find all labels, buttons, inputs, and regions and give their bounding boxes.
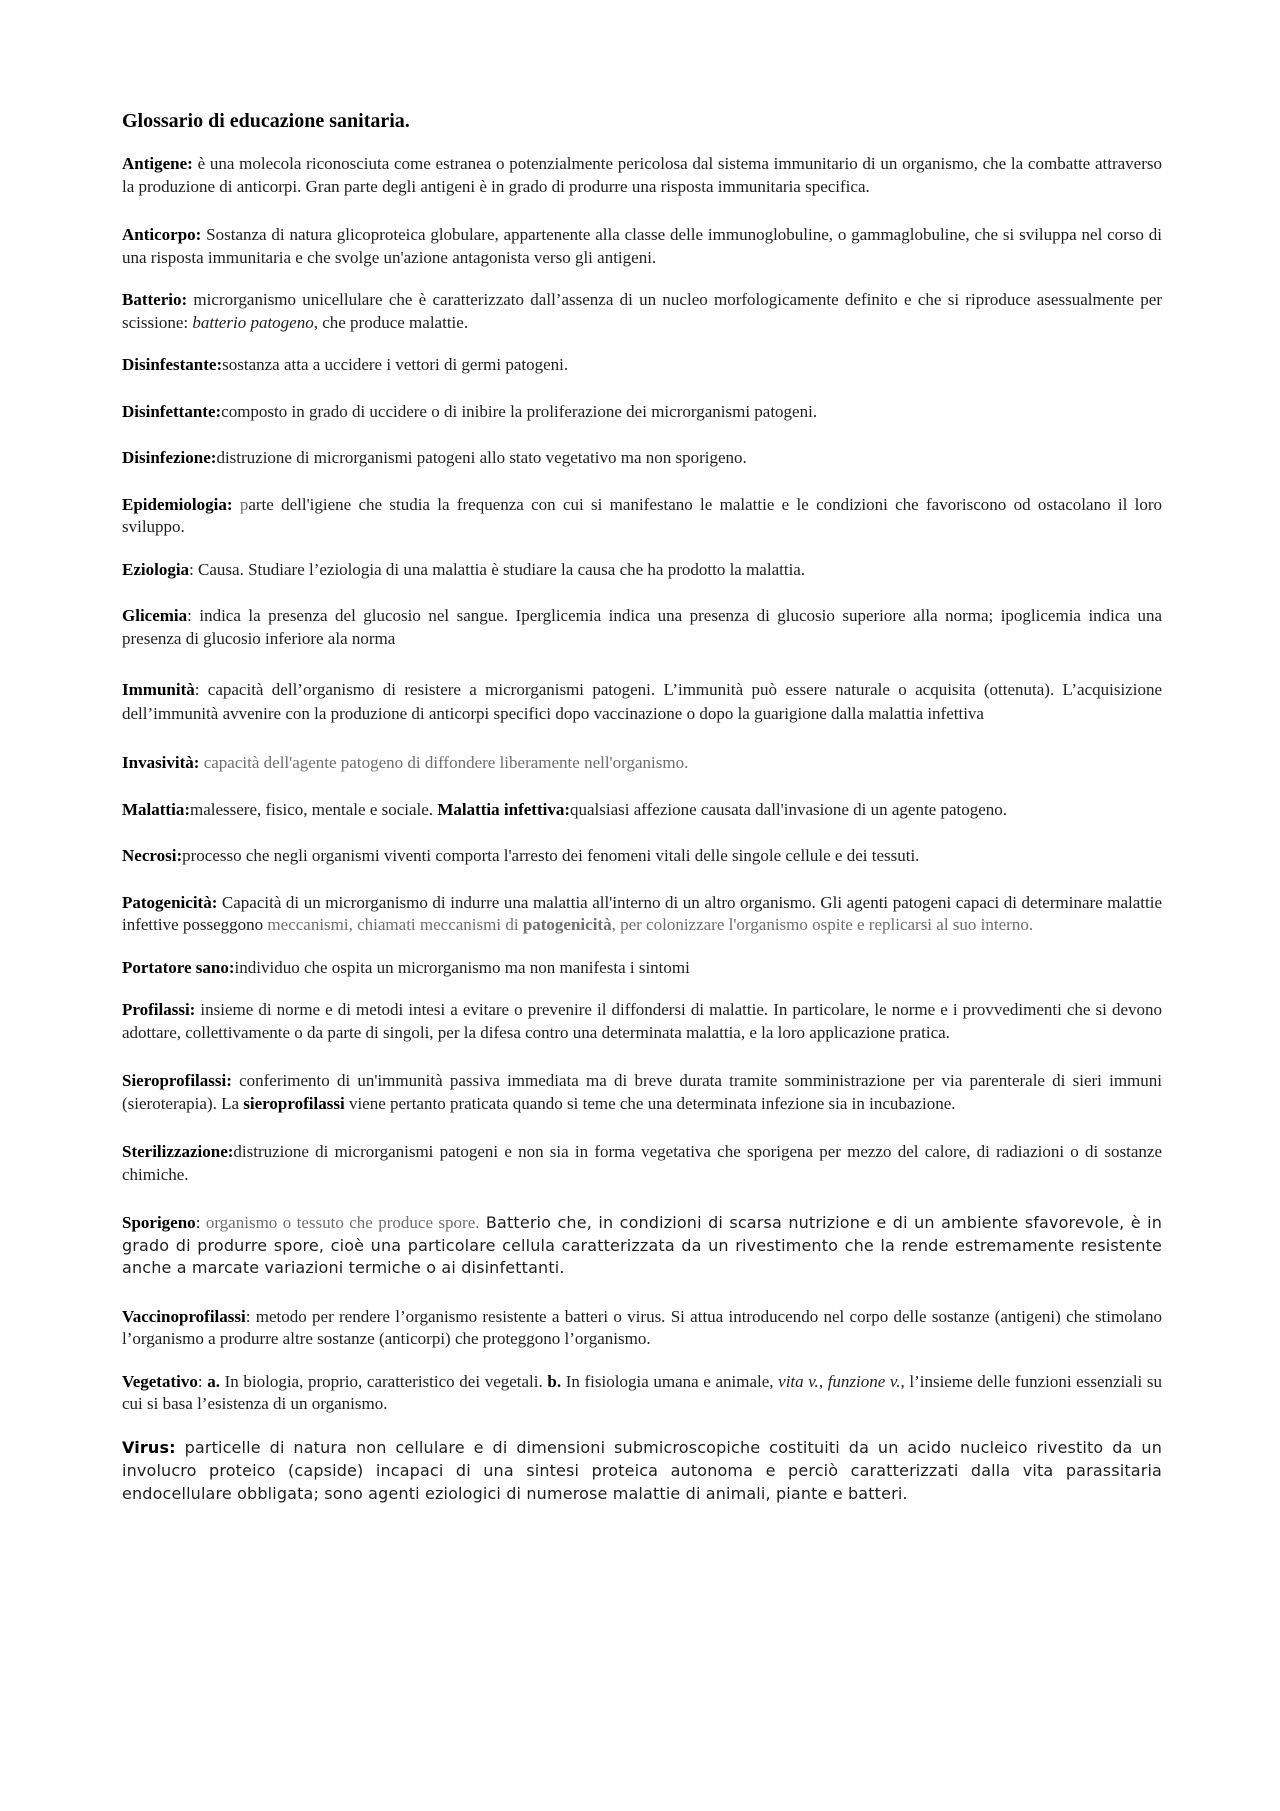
definition-portatore-sano: individuo che ospita un microrganismo ma non manifesta i sintomi xyxy=(234,957,690,977)
term-disinfettante: Disinfettante: xyxy=(122,401,222,421)
term-immunita: Immunità xyxy=(122,680,195,699)
entry-portatore-sano xyxy=(122,957,1162,980)
definition-vegetativo-a: a. xyxy=(207,1371,220,1391)
definition-glicemia: : indica la presenza del glucosio nel sangue. Iperglicemia indica una presenza di glucosio superiore alla norma; ipoglicemia indica una presenza di glucosio inferiore ala norma xyxy=(122,606,1162,648)
definition-vegetativo-italic1: vita v. xyxy=(778,1371,819,1391)
term-sterilizzazione: Sterilizzazione: xyxy=(122,1142,234,1161)
definition-epidemiologia: arte dell'igiene che studia la frequenza con cui si manifestano le malattie e le condizioni che favoriscono od ostacolano il loro sviluppo. xyxy=(122,494,1162,536)
term-disinfezione: Disinfezione: xyxy=(122,448,217,467)
definition-vegetativo-end: , l’insieme delle funzioni essenziali su cui si basa l’esistenza di un organismo. xyxy=(122,1371,1163,1413)
definition-vegetativo-sep: , xyxy=(818,1371,828,1391)
definition-malattia: malessere, fisico, mentale e sociale. xyxy=(189,799,438,819)
definition-patogenicita-grey: meccanismi, chiamati meccanismi di xyxy=(267,915,523,934)
term-glicemia: Glicemia xyxy=(122,606,188,625)
definition-profilassi: insieme di norme e di metodi intesi a evitare o prevenire il diffondersi di malattie. In particolare, le norme e i provvedimenti che si devono adottare, collettivamente o da parte di singoli, per la difesa contro una determinata malattia, e la loro applicazione pratica. xyxy=(122,1000,1162,1042)
definition-virus: particelle di natura non cellulare e di dimensioni submicroscopiche costituiti da un acido nucleico rivestito da un involucro proteico (capside) incapaci di una sintesi proteica autonoma e perciò caratterizzati dalla vita parassitaria endocellulare obbligata; sono agenti eziologici di numerose malattie di animali, piante e batteri. xyxy=(122,1437,1162,1503)
definition-invasivita: capacità dell'agente patogeno di diffondere liberamente nell'organismo. xyxy=(199,753,689,772)
term-disinfestante: Disinfestante: xyxy=(122,355,223,374)
term-sporigeno: Sporigeno xyxy=(122,1213,196,1232)
entry-anticorpo xyxy=(122,224,1162,269)
term-patogenicita: Patogenicità: xyxy=(122,892,218,912)
entry-necrosi xyxy=(122,845,1162,868)
definition-vegetativo-italic2: funzione v. xyxy=(827,1371,901,1391)
term-anticorpo: Anticorpo: xyxy=(122,225,202,244)
definition-batterio: microrganismo unicellulare che è caratterizzato dall’assenza di un nucleo morfologicamente definito e che si riproduce asessualmente per scissione: xyxy=(122,290,1162,332)
entry-eziologia xyxy=(122,559,1162,582)
term-malattia: Malattia: xyxy=(122,799,190,819)
term-batterio: Batterio: xyxy=(122,290,188,309)
definition-antigene: è una molecola riconosciuta come estranea o potenzialmente pericolosa dal sistema immunitario di un organismo, che la combatte attraverso la produzione di anticorpi. Gran parte degli antigeni è in grado di produrre una risposta immunitaria specifica. xyxy=(122,154,1162,196)
term-portatore-sano: Portatore sano: xyxy=(122,957,235,977)
entry-vaccinoprofilassi xyxy=(122,1306,1162,1351)
definition-malattia-infettiva: qualsiasi affezione causata dall'invasione di un agente patogeno. xyxy=(569,799,1008,819)
definition-batterio-end: , che produce malattie. xyxy=(313,312,469,332)
term-eziologia: Eziologia xyxy=(122,559,190,579)
definition-necrosi: processo che negli organismi viventi comporta l'arresto dei fenomeni vitali delle singole cellule e dei tessuti. xyxy=(182,846,920,865)
definition-patogenicita-grey-bold: patogenicità xyxy=(522,915,612,934)
definition-sieroprofilassi-end: viene pertanto praticata quando si teme che una determinata infezione sia in incubazione. xyxy=(344,1093,956,1113)
entry-epidemiologia xyxy=(122,494,1162,539)
term-vegetativo: Vegetativo xyxy=(122,1371,198,1391)
definition-batterio-italic: batterio patogeno xyxy=(192,312,314,332)
definition-disinfezione: distruzione di microrganismi patogeni allo stato vegetativo ma non sporigeno. xyxy=(216,448,747,467)
entry-disinfezione xyxy=(122,447,1162,470)
definition-eziologia: : Causa. Studiare l’eziologia di una malattia è studiare la causa che ha prodotto la malattia. xyxy=(189,559,806,579)
term-epidemiologia: Epidemiologia: xyxy=(122,494,233,514)
entry-profilassi xyxy=(122,999,1162,1044)
entry-malattia xyxy=(122,799,1162,822)
definition-immunita: : capacità dell’organismo di resistere a microrganismi patogeni. L’immunità può essere naturale o acquisita (ottenuta). L’acquisizione dell’immunità avvenire con la produzione di anticorpi specifici dopo vaccinazione o dopo la guarigione dalla malattia infettiva xyxy=(122,680,1162,723)
definition-sporigeno-sans: Batterio che, in condizioni di scarsa nutrizione e di un ambiente sfavorevole, è in grado di produrre spore, cioè una particolare cellula caratterizzata da un rivestimento che la rende estremamente resistente anche a marcate variazioni termiche o ai disinfettanti. xyxy=(122,1213,1162,1277)
entry-patogenicita xyxy=(122,892,1162,937)
definition-vegetativo-b: b. xyxy=(547,1371,562,1391)
definition-disinfestante: sostanza atta a uccidere i vettori di germi patogeni. xyxy=(222,355,569,374)
document-page xyxy=(122,108,1162,1505)
term-necrosi: Necrosi: xyxy=(122,846,183,865)
definition-sieroprofilassi-bold: sieroprofilassi xyxy=(243,1093,345,1113)
entry-invasivita xyxy=(122,752,1162,775)
entry-disinfettante xyxy=(122,401,1162,424)
term-vaccinoprofilassi: Vaccinoprofilassi xyxy=(122,1306,246,1326)
entry-antigene xyxy=(122,153,1162,198)
definition-vegetativo-text-a: In biologia, proprio, caratteristico dei vegetali. xyxy=(219,1371,548,1391)
term-sieroprofilassi: Sieroprofilassi: xyxy=(122,1071,232,1090)
entry-disinfestante xyxy=(122,354,1162,377)
entry-sieroprofilassi xyxy=(122,1070,1162,1115)
definition-sporigeno-colon: : xyxy=(195,1213,206,1232)
document-title: Glossario di educazione sanitaria. xyxy=(122,110,410,132)
definition-anticorpo: Sostanza di natura glicoproteica globulare, appartenente alla classe delle immunoglobuline, o gammaglobuline, che si sviluppa nel corso di una risposta immunitaria e che svolge un'azione antagonista verso gli antigeni. xyxy=(122,225,1162,267)
definition-vaccinoprofilassi: : metodo per rendere l’organismo resistente a batteri o virus. Si attua introducendo nel corpo delle sostanze (antigeni) che stimolano l’organismo a produrre altre sostanze (anticorpi) che proteggono l’organismo. xyxy=(122,1306,1162,1348)
term-antigene: Antigene: xyxy=(122,154,193,173)
definition-disinfettante: composto in grado di uccidere o di inibire la proliferazione dei microrganismi patogeni. xyxy=(221,401,818,421)
entry-vegetativo xyxy=(122,1371,1162,1416)
definition-vegetativo-text-b: In fisiologia umana e animale, xyxy=(561,1371,779,1391)
entry-glicemia xyxy=(122,605,1162,650)
entry-sporigeno xyxy=(122,1212,1162,1280)
term-invasivita: Invasività: xyxy=(122,753,200,772)
term-virus: Virus: xyxy=(122,1437,176,1457)
entry-sterilizzazione xyxy=(122,1141,1162,1186)
entry-immunita xyxy=(122,678,1162,726)
definition-epidemiologia-grey: p xyxy=(232,494,249,514)
definition-patogenicita: Capacità di un microrganismo di indurre una malattia all'interno di un altro organismo. Gli agenti patogeni capaci di determinare malattie infettive posseggono xyxy=(122,892,1162,934)
definition-vegetativo-colon: : xyxy=(197,1371,208,1391)
definition-patogenicita-grey-end: , per colonizzare l'organismo ospite e replicarsi al suo interno. xyxy=(611,915,1034,934)
definition-sieroprofilassi: conferimento di un'immunità passiva immediata ma di breve durata tramite somministrazione per via parenterale di sieri immuni (sieroterapia). La xyxy=(122,1071,1162,1113)
definition-sterilizzazione: distruzione di microrganismi patogeni e non sia in forma vegetativa che sporigena per mezzo del calore, di radiazioni o di sostanze chimiche. xyxy=(122,1142,1162,1184)
term-malattia-infettiva: Malattia infettiva: xyxy=(437,799,570,819)
definition-sporigeno-grey: organismo o tessuto che produce spore. xyxy=(205,1213,480,1232)
term-profilassi: Profilassi: xyxy=(122,1000,196,1019)
entry-batterio xyxy=(122,289,1162,334)
entry-virus xyxy=(122,1436,1162,1505)
